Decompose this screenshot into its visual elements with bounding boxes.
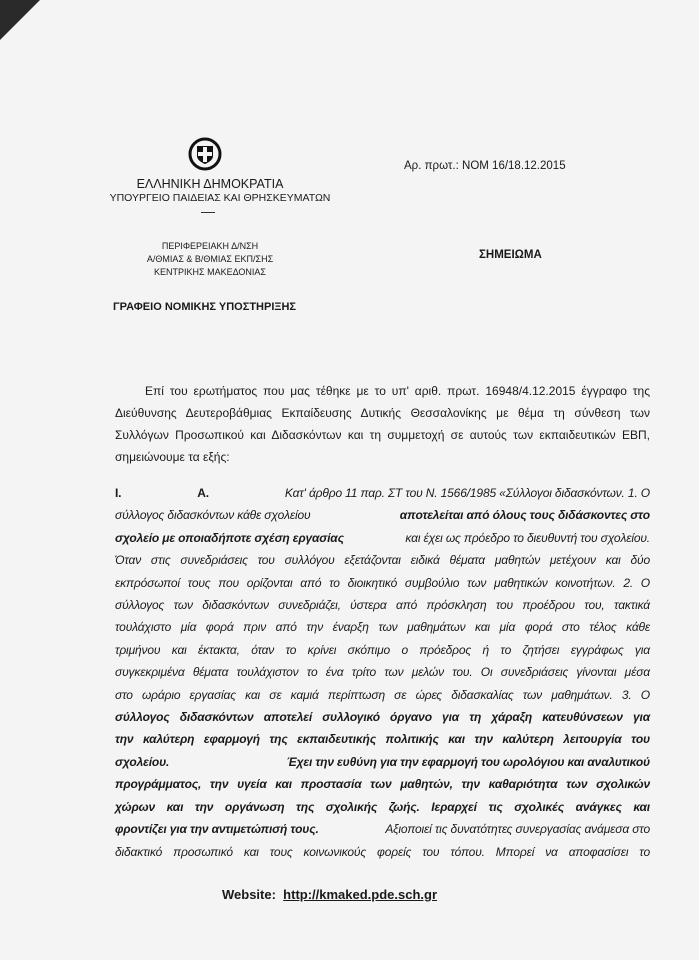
body-line <box>115 482 650 504</box>
body-line <box>115 706 650 728</box>
intro-paragraph <box>115 380 650 468</box>
body-line <box>115 594 650 616</box>
regional-directorate <box>120 240 300 279</box>
greek-coat-of-arms-icon <box>188 137 222 171</box>
body-line <box>115 504 650 526</box>
body-text-segment: σύλλογος των διδασκόντων συνεδριάζει, ύστερα από πρόσκληση του προέδρου του, τακτικά <box>115 598 650 613</box>
body-text-segment: και έχει ως πρόεδρο το διευθυντή του σχολείου. <box>402 530 650 545</box>
website-label: Website: <box>222 886 276 902</box>
body-text-segment: διδακτικό προσωπικό και τους κοινωνικούς φορείς του τόπου. Μπορεί να αποφασίσει το <box>115 844 650 859</box>
body-text-segment: σύλλογος διδασκόντων κάθε σχολείου <box>115 508 314 523</box>
body-line <box>115 616 650 638</box>
body-line <box>115 684 650 706</box>
body-text-segment: στο ωράριο εργασίας και σε καμιά περίπτωση σε ώρες διδασκαλίας των μαθημάτων. 3. Ο <box>115 687 650 702</box>
body-text-segment: τουλάχιστο μία φορά πριν από την έναρξη των μαθημάτων και μία φορά στο τέλος κάθε <box>115 620 650 635</box>
body-line <box>115 527 650 549</box>
regional-line: Α/ΘΜΙΑΣ & Β/ΘΜΙΑΣ ΕΚΠ/ΣΗΣ <box>146 254 274 264</box>
body-line <box>115 751 650 773</box>
body-text-segment: Έχει την ευθύνη για την εφαρμογή του ωρολόγιου και αναλυτικού <box>283 754 650 769</box>
body-line <box>115 796 650 818</box>
body-line <box>115 661 650 683</box>
scan-fold-corner <box>0 0 40 40</box>
body-line <box>115 841 650 863</box>
website-link[interactable]: http://kmaked.pde.sch.gr <box>283 886 438 902</box>
body-text-segment: Αξιοποιεί τις δυνατότητες συνεργασίας ανάμεσα στο <box>382 822 650 837</box>
body-text-segment: συγκεκριμένα θέματα τουλάχιστον το ένα τρίτο των μελών του. Οι συνεδριάσεις γίνονται μέσα <box>115 665 650 680</box>
regional-line: ΠΕΡΙΦΕΡΕΙΑΚΗ Δ/ΝΣΗ <box>161 241 259 251</box>
body-line <box>115 818 650 840</box>
body-line <box>115 639 650 661</box>
regional-line: ΚΕΝΤΡΙΚΗΣ ΜΑΚΕΔΟΝΙΑΣ <box>154 267 266 277</box>
body-text-segment: σχολείο με οποιαδήποτε σχέση εργασίας <box>115 530 344 545</box>
protocol-number: Αρ. πρωτ.: ΝΟΜ 16/18.12.2015 <box>404 160 566 172</box>
document-type: ΣΗΜΕΙΩΜΑ <box>479 249 542 261</box>
body-text-segment: Κατ' άρθρο 11 παρ. ΣΤ του Ν. 1566/1985 «Σύλλογοι διδασκόντων. 1. Ο <box>284 486 650 500</box>
body-text-segment: την καλύτερη εφαρμογή της εκπαιδευτικής πολιτικής και την καλύτερη λειτουργία του <box>115 732 650 747</box>
body-text-segment: I. <box>115 486 122 500</box>
intro-text: Επί του ερωτήματος που μας τέθηκε με το υπ' αριθ. πρωτ. 16948/4.12.2015 έγγραφο της Διεύθυνσης Δευτεροβάθμιας Εκπαίδευσης Δυτικής Θεσσαλονίκης με θέμα τη σύνθεση των Συλλόγων Προσωπικού και Διδασκόντων και τη συμμετοχή σε αυτούς των εκπαιδευτικών ΕΒΠ, σημειώνουμε τα εξής: <box>115 384 650 464</box>
body-text-segment: σύλλογος διδασκόντων αποτελεί συλλογικό όργανο για τη χάραξη κατευθύνσεων για <box>115 710 650 725</box>
body-line <box>115 572 650 594</box>
body-text-segment: προγράμματος, την υγεία και προστασία των μαθητών, την καθαριότητα των σχολικών <box>115 777 650 792</box>
body-line <box>115 728 650 750</box>
body-text-segment: χώρων και την οργάνωση της σχολικής ζωής. Ιεραρχεί τις σχολικές ανάγκες και <box>115 799 650 814</box>
body-text-segment: A. <box>197 486 209 500</box>
country-name: ΕΛΛΗΝΙΚΗ ΔΗΜΟΚΡΑΤΙΑ <box>136 177 284 191</box>
body-line <box>115 549 650 571</box>
divider <box>201 212 215 213</box>
ministry-name: ΥΠΟΥΡΓΕΙΟ ΠΑΙΔΕΙΑΣ ΚΑΙ ΘΡΗΣΚΕΥΜΑΤΩΝ <box>109 192 331 204</box>
body-text-segment: τριμήνου και έκτακτα, όταν το κρίνει σκόπιμο ο πρόεδρος ή το ζητήσει εγγράφως για <box>115 642 650 657</box>
body-text-segment: εκπρόσωποί τους που ορίζονται από το διοικητικό συμβούλιο των μαθητικών κοινοτήτων. 2. Ο <box>115 575 650 590</box>
body-text-segment: σχολείου. <box>115 754 170 769</box>
body-text-segment: αποτελείται από όλους τους διδάσκοντες στο <box>399 508 650 523</box>
footer <box>222 887 650 902</box>
office-name: ΓΡΑΦΕΙΟ ΝΟΜΙΚΗΣ ΥΠΟΣΤΗΡΙΞΗΣ <box>113 301 296 313</box>
document-body <box>115 380 650 902</box>
body-text-segment: φροντίζει για την αντιμετώπισή τους. <box>115 822 319 837</box>
body-line <box>115 773 650 795</box>
body-text-segment: Όταν στις συνεδριάσεις του συλλόγου εξετάζονται ειδικά θέματα μαθητών μετέχουν και δύο <box>115 553 650 568</box>
body-text <box>115 482 650 863</box>
